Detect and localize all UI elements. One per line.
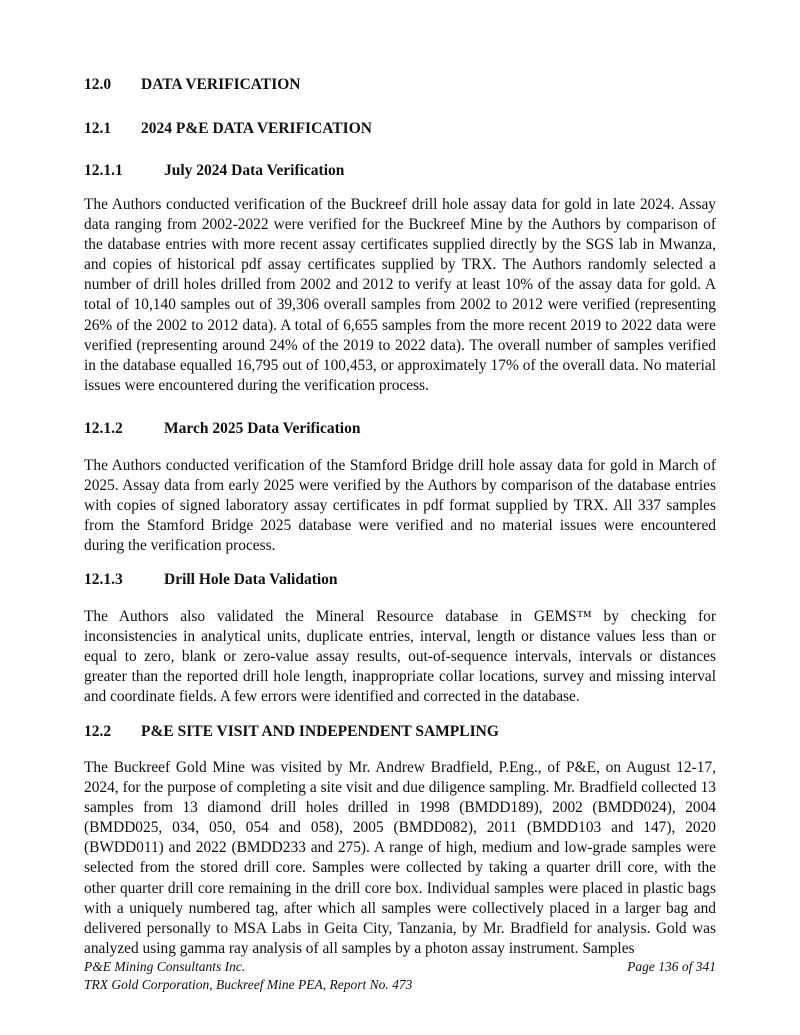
- paragraph-drill-hole-validation: The Authors also validated the Mineral Resource database in GEMS™ by checking for inconsistencies in analytical units, duplicate entries, interval, length or distance values less than or equal to zero, blank or zero-value assay results, out-of-sequence intervals, intervals or distances greater than the reported drill hole length, inappropriate collar locations, survey and missing interval and coordinate fields. A few errors were identified and corrected in the database.: [84, 608, 716, 706]
- heading-title: March 2025 Data Verification: [164, 420, 361, 437]
- heading-number: 12.2: [84, 723, 112, 740]
- paragraph-july-2024: The Authors conducted verification of the Buckreef drill hole assay data for gold in late 2024. Assay data ranging from 2002-2022 were verified for the Buckreef Mine by the Authors by comparison of the database entries with more recent assay certificates supplied directly by the SGS lab in Mwanza, and copies of historical pdf assay certificates supplied by TRX. The Authors randomly selected a number of drill holes drilled from 2002 and 2012 to verify at least 10% of the assay data for gold. A total of 10,140 samples out of 39,306 overall samples from 2002 to 2012 were verified (representing 26% of the 2002 to 2012 data). A total of 6,655 samples from the more recent 2019 to 2022 data were verified (representing around 24% of the 2019 to 2022 data). The overall number of samples verified in the database equalled 16,795 out of 100,453, or approximately 17% of the overall data. No material issues were encountered during the verification process.: [84, 196, 716, 394]
- section-heading-12-1: [84, 119, 372, 139]
- section-heading-12-1-2: [84, 419, 360, 439]
- section-heading-12-0: [84, 75, 300, 95]
- heading-number: 12.1.1: [84, 162, 123, 179]
- heading-number: 12.1: [84, 120, 112, 137]
- heading-title: July 2024 Data Verification: [164, 162, 345, 179]
- heading-title: Drill Hole Data Validation: [164, 571, 338, 588]
- heading-number: 12.1.3: [84, 571, 123, 588]
- footer-report: TRX Gold Corporation, Buckreef Mine PEA, Report No. 473: [84, 977, 413, 992]
- heading-title: 2024 P&E DATA VERIFICATION: [141, 120, 372, 137]
- section-heading-12-1-3: [84, 570, 338, 590]
- heading-number: 12.1.2: [84, 420, 123, 437]
- footer-page-number: Page 136 of 341: [627, 959, 716, 974]
- heading-title: P&E SITE VISIT AND INDEPENDENT SAMPLING: [141, 723, 499, 740]
- heading-number: 12.0: [84, 76, 112, 93]
- footer-company: P&E Mining Consultants Inc.: [84, 959, 246, 974]
- section-heading-12-1-1: [84, 161, 344, 181]
- heading-title: DATA VERIFICATION: [141, 76, 301, 93]
- page-footer: [84, 958, 716, 994]
- paragraph-march-2025: The Authors conducted verification of the Stamford Bridge drill hole assay data for gold in March of 2025. Assay data from early 2025 were verified by the Authors by comparison of the database entries with copies of signed laboratory assay certificates in pdf format supplied by TRX. All 337 samples from the Stamford Bridge 2025 database were verified and no material issues were encountered during the verification process.: [84, 457, 716, 555]
- paragraph-site-visit: The Buckreef Gold Mine was visited by Mr. Andrew Bradfield, P.Eng., of P&E, on August 12-17, 2024, for the purpose of completing a site visit and due diligence sampling. Mr. Bradfield collected 13 samples from 13 diamond drill holes drilled in 1998 (BMDD189), 2002 (BMDD024), 2004 (BMDD025, 034, 050, 054 and 058), 2005 (BMDD082), 2011 (BMDD103 and 147), 2020 (BWDD011) and 2022 (BMDD233 and 275). A range of high, medium and low-grade samples were selected from the stored drill core. Samples were collected by taking a quarter drill core, with the other quarter drill core remaining in the drill core box. Individual samples were placed in plastic bags with a uniquely numbered tag, after which all samples were collectively placed in a larger bag and delivered personally to MSA Labs in Geita City, Tanzania, by Mr. Bradfield for analysis. Gold was analyzed using gamma ray analysis of all samples by a photon assay instrument. Samples: [84, 759, 716, 957]
- section-heading-12-2: [84, 722, 499, 742]
